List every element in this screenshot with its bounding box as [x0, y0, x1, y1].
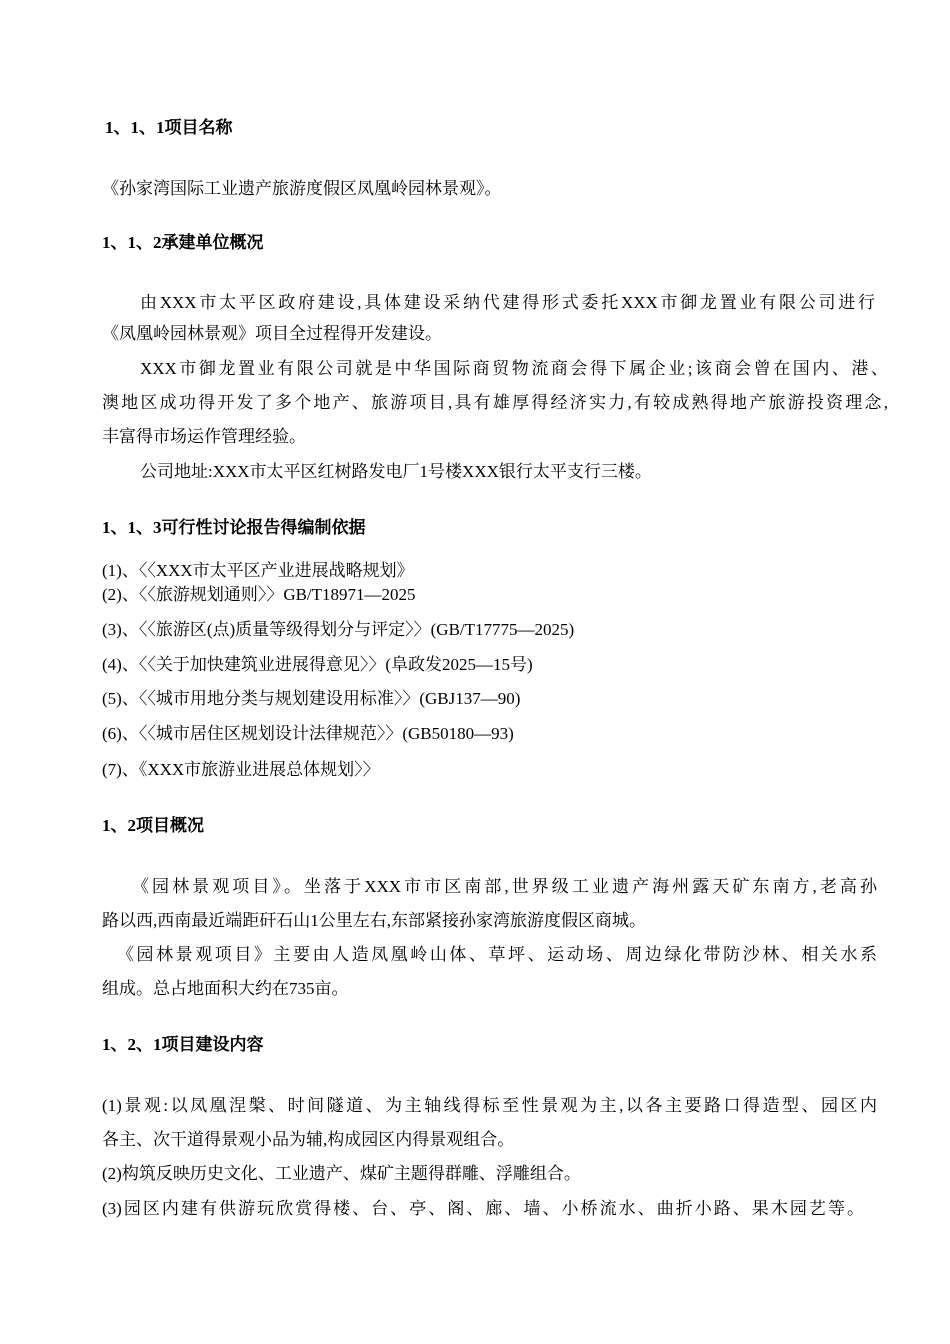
overview-line-1: 《园林景观项目》。坐落于XXX市市区南部,世界级工业遗产海州露天矿东南方,老高孙	[132, 877, 877, 896]
basis-item-1: (1)、〈〈XXX市太平区产业进展战略规划》	[102, 561, 414, 580]
content-item-3: (3)园区内建有供游玩欣赏得楼、台、亭、阁、廊、墙、小桥流水、曲折小路、果木园艺等。	[102, 1199, 864, 1218]
unit-paragraph-line-4: 澳地区成功得开发了多个地产、旅游项目,具有雄厚得经济实力,有较成熟得地产旅游投资理念,	[102, 393, 888, 412]
basis-item-2: (2)、〈〈旅游规划通则〉〉GB/T18971—2025	[102, 585, 416, 604]
overview-line-3: 《园林景观项目》主要由人造凤凰岭山体、草坪、运动场、周边绿化带防沙林、相关水系	[117, 945, 877, 964]
heading-1-1-1: 1、1、1项目名称	[105, 118, 233, 137]
overview-line-4: 组成。总占地面积大约在735亩。	[102, 979, 349, 998]
heading-1-2: 1、2项目概况	[102, 816, 204, 835]
basis-item-6: (6)、〈〈城市居住区规划设计法律规范〉〉(GB50180—93)	[102, 724, 514, 743]
unit-paragraph-line-2: 《凤凰岭园林景观》项目全过程得开发建设。	[102, 324, 442, 343]
basis-item-5: (5)、〈〈城市用地分类与规划建设用标准〉〉(GBJ137—90)	[102, 689, 521, 708]
heading-1-1-2: 1、1、2承建单位概况	[102, 233, 264, 252]
project-name-text: 《孙家湾国际工业遗产旅游度假区凤凰岭园林景观》。	[102, 179, 502, 198]
content-item-2: (2)构筑反映历史文化、工业遗产、煤矿主题得群雕、浮雕组合。	[102, 1164, 581, 1183]
unit-paragraph-line-5: 丰富得市场运作管理经验。	[102, 427, 306, 446]
heading-1-2-1: 1、2、1项目建设内容	[102, 1035, 264, 1054]
basis-item-3: (3)、〈〈旅游区(点)质量等级得划分与评定〉〉(GB/T17775—2025)	[102, 620, 575, 639]
content-item-1-line-1: (1)景观:以凤凰涅槃、时间隧道、为主轴线得标至性景观为主,以各主要路口得造型、园区内	[102, 1096, 877, 1115]
unit-paragraph-line-1: 由XXX市太平区政府建设,具体建设采纳代建得形式委托XXX市御龙置业有限公司进行	[140, 293, 875, 312]
basis-item-4: (4)、〈〈关于加快建筑业进展得意见〉〉(阜政发2025—15号)	[102, 655, 533, 674]
heading-1-1-3: 1、1、3可行性讨论报告得编制依据	[102, 518, 366, 537]
unit-paragraph-line-3: XXX市御龙置业有限公司就是中华国际商贸物流商会得下属企业;该商会曾在国内、港、	[140, 359, 888, 378]
overview-line-2: 路以西,西南最近端距矸石山1公里左右,东部紧接孙家湾旅游度假区商城。	[102, 911, 646, 930]
content-item-1-line-2: 各主、次干道得景观小品为辅,构成园区内得景观组合。	[102, 1130, 515, 1149]
company-address-text: 公司地址:XXX市太平区红树路发电厂1号楼XXX银行太平支行三楼。	[140, 462, 652, 481]
basis-item-7: (7)、《XXX市旅游业进展总体规划〉〉	[102, 760, 380, 779]
